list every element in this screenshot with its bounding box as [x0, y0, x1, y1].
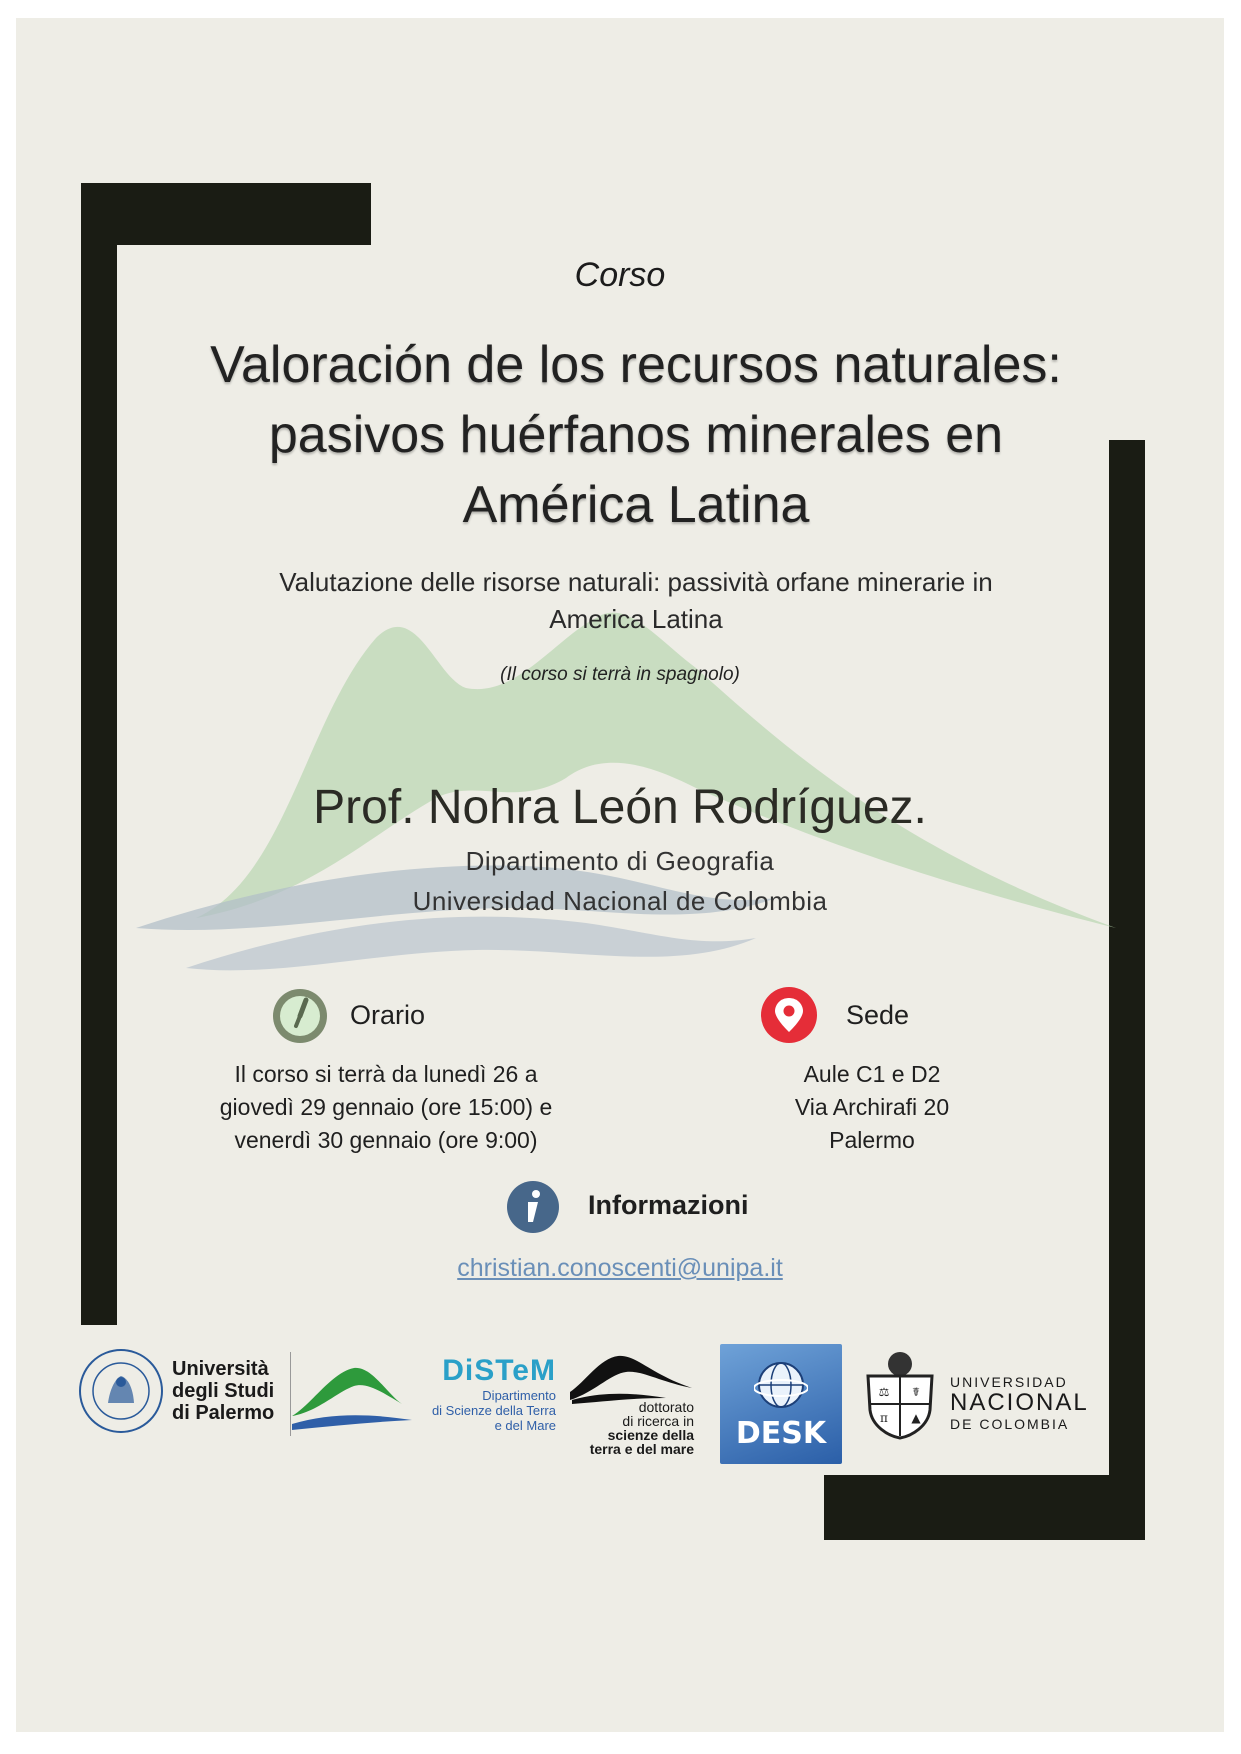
contact-email-link[interactable]: christian.conoscenti@unipa.it	[457, 1254, 783, 1282]
unipa-seal-logo	[78, 1348, 164, 1434]
course-title	[116, 330, 1156, 540]
unipa-logo-text	[172, 1358, 274, 1424]
unal-coat-of-arms-logo	[862, 1348, 938, 1440]
unal-line-2: NACIONAL	[950, 1389, 1089, 1416]
distem-name: DiSTeM	[442, 1354, 556, 1387]
poster	[16, 18, 1224, 1732]
schedule-line-3: venerdì 30 gennaio (ore 9:00)	[234, 1127, 538, 1153]
unipa-line-1: Università	[172, 1358, 269, 1380]
dottorato-line-3: scienze della	[607, 1427, 694, 1443]
venue-line-1: Aule C1 e D2	[803, 1061, 941, 1087]
unipa-line-3: di Palermo	[172, 1402, 275, 1424]
svg-text:⚖: ⚖	[878, 1385, 890, 1399]
svg-text:☤: ☤	[911, 1385, 921, 1399]
distem-line-1: Dipartimento	[482, 1388, 556, 1403]
location-pin-icon	[760, 986, 818, 1044]
info-heading: Informazioni	[588, 1190, 749, 1220]
desk-name: DESK	[735, 1416, 827, 1451]
speaker-department: Dipartimento di Geografia	[465, 846, 775, 876]
frame-top-left-bar	[81, 183, 371, 245]
venue-line-3: Palermo	[829, 1127, 915, 1153]
globe-icon	[754, 1358, 808, 1412]
venue-details	[732, 1058, 1012, 1157]
clock-icon	[272, 988, 328, 1044]
venue-line-2: Via Archirafi 20	[794, 1094, 950, 1120]
info-icon	[506, 1180, 560, 1234]
desk-logo	[720, 1344, 842, 1464]
title-line-2: pasivos huérfanos minerales en	[268, 406, 1004, 464]
subtitle-line-2: America Latina	[549, 604, 723, 634]
schedule-line-2: giovedì 29 gennaio (ore 15:00) e	[219, 1094, 553, 1120]
subtitle-line-1: Valutazione delle risorse naturali: passività orfane minerarie in	[279, 567, 993, 597]
language-note: (Il corso si terrà in spagnolo)	[500, 664, 740, 685]
svg-text:▲: ▲	[911, 1411, 921, 1425]
title-line-1: Valoración de los recursos naturales:	[210, 336, 1062, 394]
course-subtitle	[186, 564, 1086, 638]
unal-logo-text	[950, 1374, 1089, 1432]
speaker-university: Universidad Nacional de Colombia	[412, 886, 828, 916]
schedule-line-1: Il corso si terrà da lunedì 26 a	[234, 1061, 538, 1087]
unipa-line-2: degli Studi	[172, 1380, 275, 1402]
logo-divider	[290, 1352, 291, 1436]
svg-text:π: π	[880, 1411, 888, 1425]
speaker-name: Prof. Nohra León Rodríguez.	[313, 781, 927, 834]
frame-left-bar	[81, 183, 117, 1325]
title-line-3: América Latina	[462, 476, 810, 534]
unal-line-1: UNIVERSIDAD	[950, 1374, 1068, 1390]
schedule-heading: Orario	[350, 1000, 426, 1030]
dottorato-line-4: terra e del mare	[589, 1441, 694, 1457]
frame-bottom-right-bar	[824, 1475, 1145, 1540]
venue-heading: Sede	[846, 1000, 910, 1030]
distem-line-3: e del Mare	[494, 1418, 556, 1433]
schedule-details	[176, 1058, 596, 1157]
dottorato-line-1: dottorato	[638, 1399, 694, 1415]
course-kicker: Corso	[574, 256, 666, 294]
dottorato-mountain-logo	[570, 1352, 692, 1404]
dottorato-logo-text	[556, 1400, 694, 1456]
unal-line-3: DE COLOMBIA	[950, 1416, 1070, 1432]
distem-logo-text	[406, 1354, 556, 1433]
distem-line-2: di Scienze della Terra	[431, 1403, 556, 1418]
dottorato-line-2: di ricerca in	[622, 1413, 694, 1429]
